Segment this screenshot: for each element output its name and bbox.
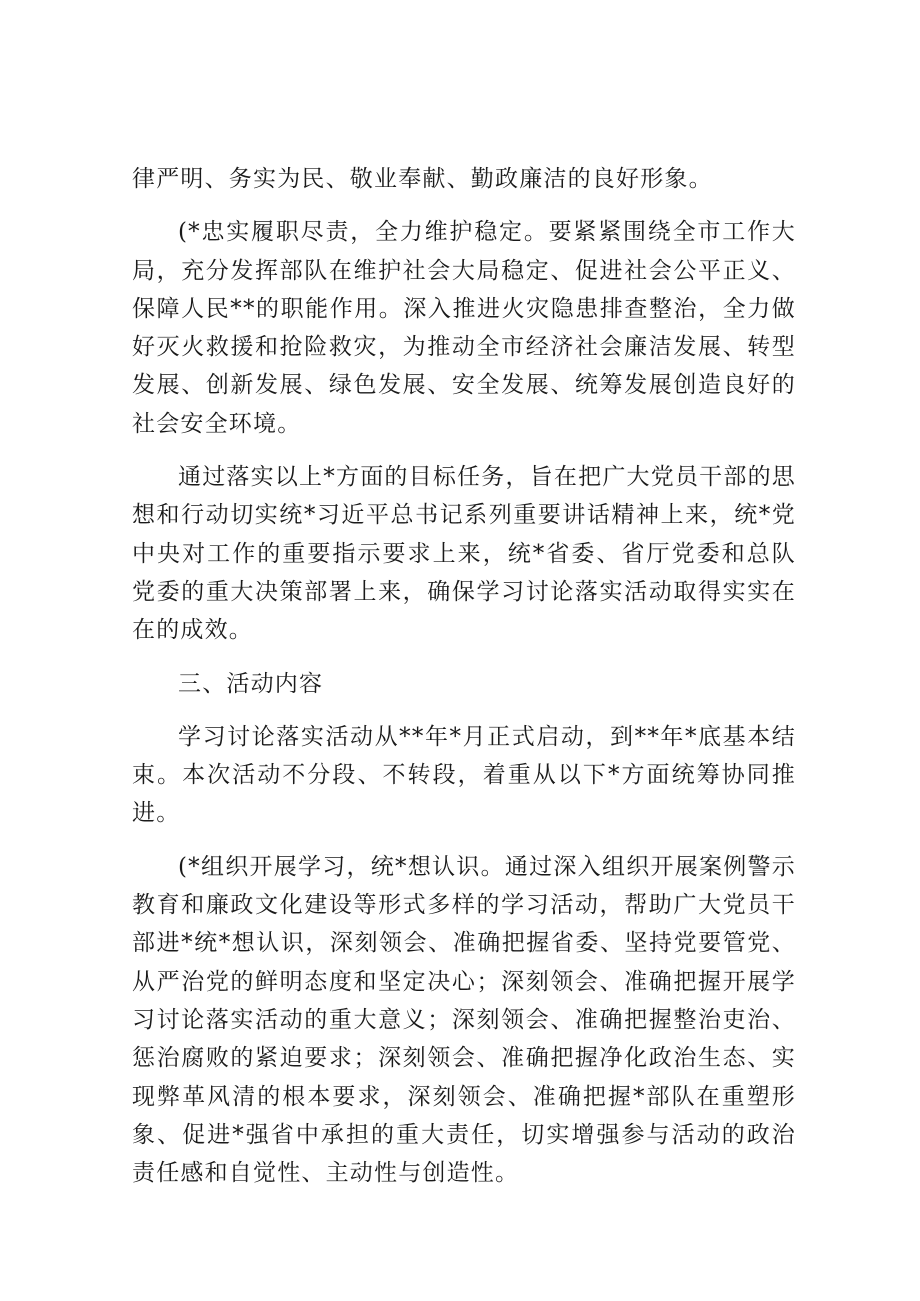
document-body — [132, 160, 796, 1207]
paragraph-study: (*组织开展学习，统*想认识。通过深入组织开展案例警示教育和廉政文化建设等形式多样的学习活动，帮助广大党员干部进*统*想认识，深刻领会、准确把握省委、坚持党要管党、从严治党的鲜明态度和坚定决心；深刻领会、准确把握开展学习讨论落实活动的重大意义；深刻领会、准确把握整治吏治、惩治腐败的紧迫要求；深刻领会、准确把握净化政治生态、实现弊革风清的根本要求，深刻领会、准确把握*部队在重塑形象、促进*强省中承担的重大责任，切实增强参与活动的政治责任感和自觉性、主动性与创造性。 — [132, 853, 796, 1187]
paragraph-goals: 通过落实以上*方面的目标任务，旨在把广大党员干部的思想和行动切实统*习近平总书记系列重要讲话精神上来，统*党中央对工作的重要指示要求上来，统*省委、省厅党委和总队党委的重大决策部署上来，确保学习讨论落实活动取得实实在在的成效。 — [132, 464, 796, 644]
paragraph-schedule: 学习讨论落实活动从**年*月正式启动，到**年*底基本结束。本次活动不分段、不转段，着重从以下*方面统筹协同推进。 — [132, 723, 796, 827]
paragraph-duty: (*忠实履职尽责，全力维护稳定。要紧紧围绕全市工作大局，充分发挥部队在维护社会大局稳定、促进社会公平正义、保障人民**的职能作用。深入推进火灾隐患排查整治，全力做好灭火救援和抢险救灾，为推动全市经济社会廉洁发展、转型发展、创新发展、绿色发展、安全发展、统筹发展创造良好的社会安全环境。 — [132, 219, 796, 437]
paragraph-continuation: 律严明、务实为民、敬业奉献、勤政廉洁的良好形象。 — [132, 166, 713, 192]
section-heading: 三、活动内容 — [178, 670, 324, 697]
